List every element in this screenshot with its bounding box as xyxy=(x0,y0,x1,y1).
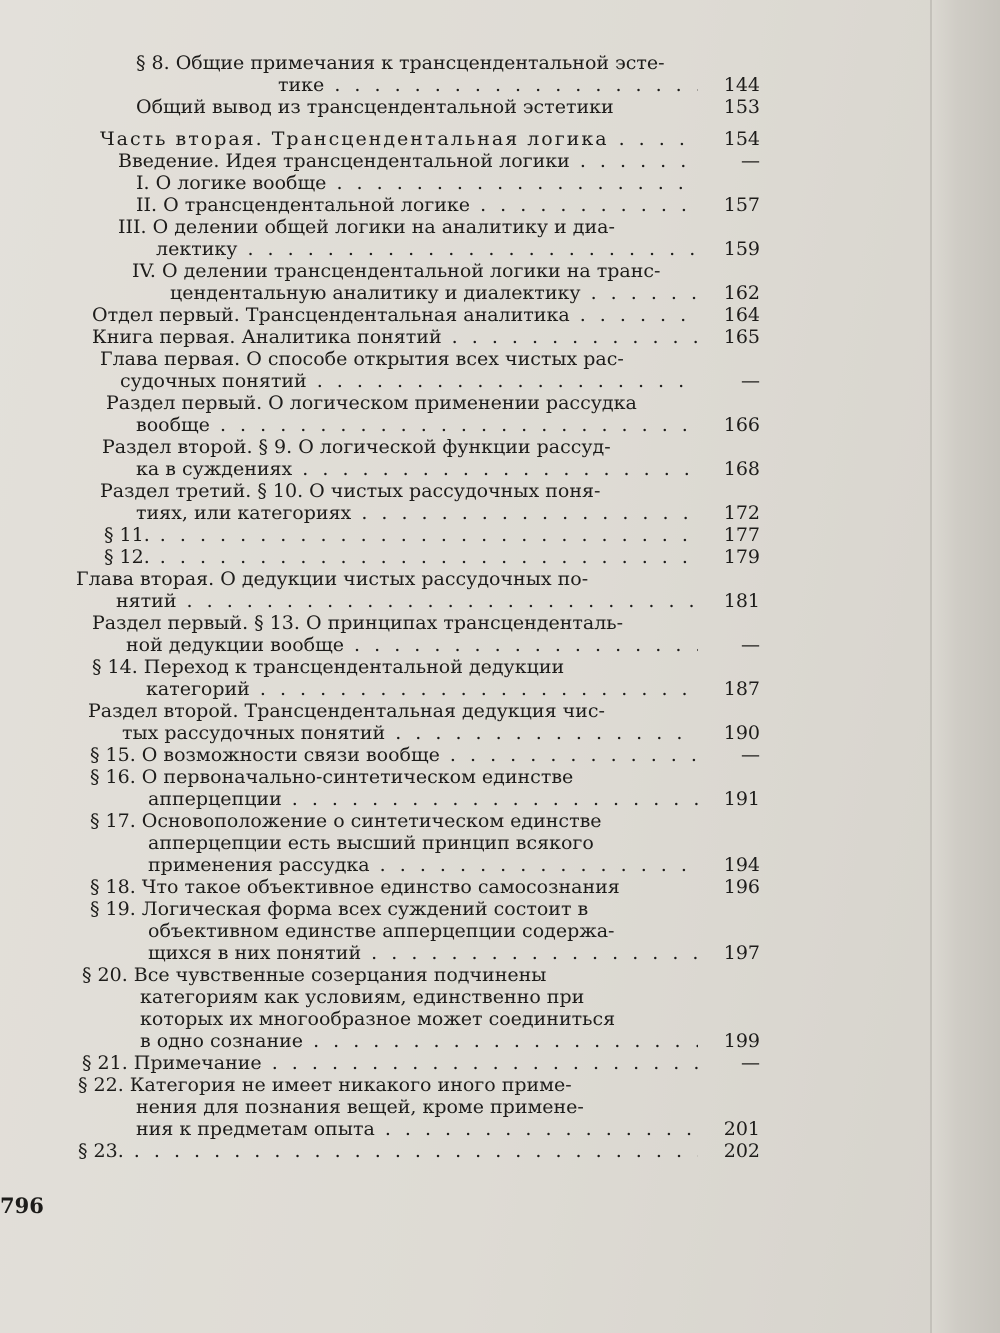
toc-entry-line: Раздел третий. § 10. О чистых рассудочных поня- xyxy=(100,480,601,502)
toc-entry xyxy=(70,810,760,876)
toc-page-number: 159 xyxy=(723,238,760,260)
toc-entry-title xyxy=(70,216,698,260)
toc-page-number: 165 xyxy=(723,326,760,348)
page-number: 796 xyxy=(0,1193,44,1218)
toc-entry-title xyxy=(70,194,698,216)
toc-entry-line: щихся в них понятий . . . xyxy=(70,942,698,964)
toc-entry-title xyxy=(70,1140,698,1162)
toc-entry xyxy=(70,326,760,348)
toc-entry xyxy=(70,392,760,436)
toc-entry-line: Часть вторая. Трансцендентальная логика . . . xyxy=(70,128,698,150)
toc-page-number: 153 xyxy=(723,96,760,118)
toc-page-number: 164 xyxy=(723,304,760,326)
toc-entry-line: Раздел второй. § 9. О логической функции рассуд- xyxy=(102,436,611,458)
toc-entry xyxy=(70,96,760,118)
toc-entry-title xyxy=(70,96,698,118)
toc-page-number: 197 xyxy=(723,942,760,964)
toc-page-number: 196 xyxy=(723,876,760,898)
toc-page-number: 177 xyxy=(723,524,760,546)
toc-entry-line: тых рассудочных понятий . . . xyxy=(70,722,698,744)
toc-entry-line: III. О делении общей логики на аналитику и диа- xyxy=(118,216,615,238)
toc-page-number: — xyxy=(741,1052,760,1074)
toc-entry-line: категориям как условиям, единственно при xyxy=(140,986,585,1008)
toc-entry-title xyxy=(70,150,698,172)
toc-page-number: 172 xyxy=(723,502,760,524)
toc-entry-title xyxy=(70,436,698,480)
toc-entry-line: вообще . . . xyxy=(70,414,698,436)
toc-entry xyxy=(70,260,760,304)
toc-entry xyxy=(70,612,760,656)
toc-entry-line: нятий . . . xyxy=(70,590,698,612)
toc-entry xyxy=(70,568,760,612)
toc-entry-title xyxy=(70,568,698,612)
toc-entry xyxy=(70,964,760,1052)
toc-entry-line: Общий вывод из трансцендентальной эстетики xyxy=(136,96,614,118)
toc-entry-title xyxy=(70,766,698,810)
toc-entry-line: § 15. О возможности связи вообще . . . xyxy=(70,744,698,766)
toc-entry-line: в одно сознание . . . xyxy=(70,1030,698,1052)
toc-entry-title xyxy=(70,1074,698,1140)
toc-entry-line: II. О трансцендентальной логике . . . xyxy=(70,194,698,216)
toc-page-number: 166 xyxy=(723,414,760,436)
toc-entry-title xyxy=(70,348,698,392)
toc-page-number: 162 xyxy=(723,282,760,304)
toc-entry-line: нения для познания вещей, кроме примене- xyxy=(136,1096,584,1118)
toc-page-number: 199 xyxy=(723,1030,760,1052)
toc-entry-line: Глава первая. О способе открытия всех чистых рас- xyxy=(100,348,624,370)
toc-entry xyxy=(70,876,760,898)
toc-entry xyxy=(70,656,760,700)
toc-entry-line: судочных понятий . . . xyxy=(70,370,698,392)
toc-entry-title xyxy=(70,392,698,436)
toc-entry xyxy=(70,766,760,810)
toc-entry-line: § 19. Логическая форма всех суждений состоит в xyxy=(90,898,589,920)
facing-page-edge xyxy=(930,0,1000,1333)
toc-entry-title xyxy=(70,964,698,1052)
toc-page-number: 191 xyxy=(723,788,760,810)
toc-entry-line: Раздел первый. § 13. О принципах трансценденталь- xyxy=(92,612,624,634)
toc-page-number: 181 xyxy=(723,590,760,612)
toc-page-number: 202 xyxy=(723,1140,760,1162)
toc-entry xyxy=(70,546,760,568)
toc-entry xyxy=(70,172,760,194)
toc-entry-title xyxy=(70,524,698,546)
toc-entry-line: § 22. Категория не имеет никакого иного приме- xyxy=(78,1074,572,1096)
toc-entry-line: § 12. . . . xyxy=(70,546,698,568)
toc-entry-line: объективном единстве апперцепции содержа- xyxy=(148,920,615,942)
toc-page-number: 154 xyxy=(723,128,760,150)
toc-page-number: 190 xyxy=(723,722,760,744)
toc-entry xyxy=(70,898,760,964)
toc-entry-title xyxy=(70,546,698,568)
toc-entry-line: апперцепции есть высший принцип всякого xyxy=(148,832,594,854)
toc-entry-title xyxy=(70,656,698,700)
toc-entry-line: ка в суждениях . . . xyxy=(70,458,698,480)
toc-page-number: 187 xyxy=(723,678,760,700)
toc-page-number: 144 xyxy=(723,74,760,96)
toc-entry xyxy=(70,348,760,392)
toc-entry-line: Раздел второй. Трансцендентальная дедукция чис- xyxy=(88,700,605,722)
toc-entry-title xyxy=(70,898,698,964)
toc-entry xyxy=(70,150,760,172)
toc-entry-line: категорий . . . xyxy=(70,678,698,700)
toc-page-number: 201 xyxy=(723,1118,760,1140)
toc-entry-title xyxy=(70,326,698,348)
toc-page-number: 168 xyxy=(723,458,760,480)
toc-entry-line: Книга первая. Аналитика понятий . . . xyxy=(70,326,698,348)
toc-entry-line: ния к предметам опыта . . . xyxy=(70,1118,698,1140)
toc-entry-title xyxy=(70,700,698,744)
toc-page-number: — xyxy=(741,634,760,656)
toc-entry-line: § 21. Примечание . . . xyxy=(70,1052,698,1074)
toc-page-number: — xyxy=(741,150,760,172)
toc-entry xyxy=(70,194,760,216)
toc-entry-line: § 11. . . . xyxy=(70,524,698,546)
toc-entry-line: § 14. Переход к трансцендентальной дедукции xyxy=(92,656,565,678)
toc-entry-line: лектику . . . xyxy=(70,238,698,260)
toc-entry-line: § 20. Все чувственные созерцания подчинены xyxy=(82,964,547,986)
toc-entry xyxy=(70,744,760,766)
toc-entry xyxy=(70,304,760,326)
toc-entry-title xyxy=(70,612,698,656)
toc-entry-line: применения рассудка . . . xyxy=(70,854,698,876)
toc-entry-line: § 16. О первоначально-синтетическом единстве xyxy=(90,766,574,788)
toc-entry xyxy=(70,436,760,480)
section-gap xyxy=(70,118,760,128)
toc-page-number: 194 xyxy=(723,854,760,876)
toc-entry xyxy=(70,52,760,96)
toc-entry-title xyxy=(70,260,698,304)
toc-entry-line: IV. О делении трансцендентальной логики на транс- xyxy=(132,260,661,282)
toc-entry-title xyxy=(70,810,698,876)
toc-entry xyxy=(70,700,760,744)
toc-page-number: 157 xyxy=(723,194,760,216)
toc-entry-line: § 23. . . . xyxy=(70,1140,698,1162)
toc-entry xyxy=(70,128,760,150)
toc-entry-line: цендентальную аналитику и диалектику . . . xyxy=(70,282,698,304)
toc-entry-line: апперцепции . . . xyxy=(70,788,698,810)
toc-entry-title xyxy=(70,172,698,194)
toc-entry-title xyxy=(70,1052,698,1074)
toc-entry-title xyxy=(70,52,698,96)
toc-entry-line: I. О логике вообще . . . xyxy=(70,172,698,194)
toc-entry-line: Раздел первый. О логическом применении рассудка xyxy=(106,392,637,414)
toc-entry-line: Введение. Идея трансцендентальной логики . . . xyxy=(70,150,698,172)
toc-entry-line: § 18. Что такое объективное единство самосознания xyxy=(90,876,620,898)
toc-entry-line: тиях, или категориях . . . xyxy=(70,502,698,524)
toc-entry-line: ной дедукции вообще . . . xyxy=(70,634,698,656)
toc-page-number: — xyxy=(741,744,760,766)
toc-page-number: 179 xyxy=(723,546,760,568)
toc-entry xyxy=(70,524,760,546)
toc-entry xyxy=(70,480,760,524)
toc-entry-title xyxy=(70,876,698,898)
toc-entry-title xyxy=(70,304,698,326)
toc-entry-title xyxy=(70,744,698,766)
toc-entry xyxy=(70,1052,760,1074)
toc-entry-line: § 8. Общие примечания к трансцендентальной эсте- xyxy=(136,52,665,74)
toc-page-number: — xyxy=(741,370,760,392)
toc-entry-title xyxy=(70,128,698,150)
table-of-contents xyxy=(70,52,760,1162)
toc-entry xyxy=(70,216,760,260)
toc-entry xyxy=(70,1140,760,1162)
toc-entry-line: которых их многообразное может соединиться xyxy=(140,1008,616,1030)
toc-entry-line: § 17. Основоположение о синтетическом единстве xyxy=(90,810,602,832)
toc-entry xyxy=(70,1074,760,1140)
toc-entry-line: тике . . . xyxy=(70,74,698,96)
toc-entry-line: Отдел первый. Трансцендентальная аналитика . . . xyxy=(70,304,698,326)
toc-entry-line: Глава вторая. О дедукции чистых рассудочных по- xyxy=(76,568,589,590)
toc-entry-title xyxy=(70,480,698,524)
